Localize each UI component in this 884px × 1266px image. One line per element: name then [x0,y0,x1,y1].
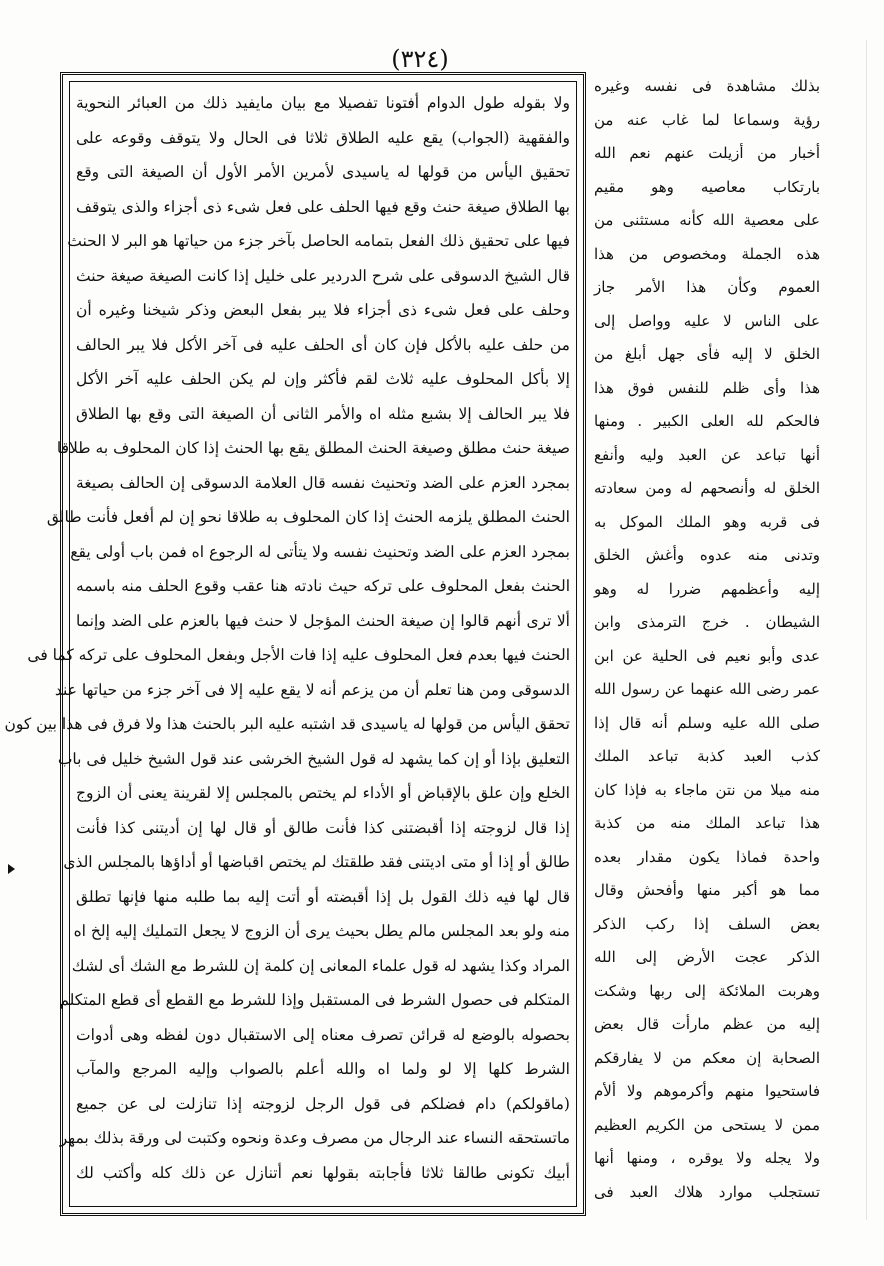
main-text-line: فلا يبر الحالف إلا بشبع مثله اه والأمر الثانى أن الصيغة التى وقع بها الطلاق [76,404,570,423]
main-text-line: من حلف عليه بالأكل فإن كان أى الحلف عليه فى آخر الأكل فلا يبر الحالف [76,335,570,354]
main-text-line: قال الشيخ الدسوقى على شرح الدردير على خليل إذا كانت الصيغة صيغة حنث [76,266,570,285]
main-text-line: الدسوقى ومن هنا تعلم أن من يزعم أنه لا يقع عليه إلا فى آخر جزء من حياتها عند [54,680,570,699]
main-text-line: والفقهية (الجواب) يقع عليه الطلاق ثلاثا فى الحال ولا يتوقف وقوعه على [76,128,570,147]
main-text-line: تحقق اليأس من قولها له ياسيدى قد اشتبه عليه البر بالحنث هذا ولا فرق فى هذا بين كون [4,715,570,733]
margin-text-line: عدى وأبو نعيم فى الحلية عن ابن [594,646,820,665]
main-text-line: صيغة حنث مطلق وصيغة الحنث المطلق يقع بها الحنث إذا كان المحلوف به طلاقا [56,439,570,457]
main-text-line: بحصوله بالوضع له قرائن تصرف معناه إلى الاستقبال دون لفظه وهى أدوات [76,1025,570,1044]
main-text-line: الحنث المطلق يلزمه الحنث إذا كان المحلوف به طلاقا نحو إن لم أفعل فأنت طالق [46,508,570,526]
main-text-line: فيها على تحقيق ذلك الفعل بتمامه الحاصل بآخر جزء من حياتها هو البر لا الحنث [67,232,570,250]
margin-text-line: العموم وكأن هذا الأمر جاز [594,278,820,296]
main-text-line: الحنث فيها بعدم فعل المحلوف عليه إذا فات الأجل وبفعل المحلوف على تركه كما فى [27,646,570,664]
main-text-line: بمجرد العزم على الضد وتحنيث نفسه ولا يتأتى له الرجوع اه فمن باب أولى يقع [70,542,570,561]
margin-text-line: إليه وأعظمهم ضررا له وهو [594,579,820,598]
margin-commentary-block [594,70,820,1230]
main-text-line: طالق أو إذا أو متى اديتنى فقد طلقتك لم يختص اقباضها أو أداؤها بالمجلس الذى [63,853,570,871]
margin-text-line: هذه الجملة ومخصوص من هذا [594,244,820,263]
main-text-line: إلا بأكل المحلوف عليه ثلاث لقم فأكثر وإن لم يكن الحلف عليه آخر الأكل [76,370,570,388]
margin-text-line: وهربت الملائكة إلى ربها وشكت [594,981,820,1000]
margin-text-line: فى قربه وهو الملك الموكل به [594,512,820,531]
page-edge-line [866,40,867,1220]
margin-text-line: ممن لا يستحى من الكريم العظيم [594,1115,820,1134]
margin-text-line: الذكر عجت الأرض إلى الله [594,948,820,966]
margin-text-line: فاستحيوا منهم وأكرموهم ولا ألأم [594,1082,820,1100]
margin-text-line: كذب العبد كذبة تباعد الملك [594,747,820,765]
main-text-line: (ماقولكم) دام فضلكم فى قول الرجل لزوجته إذا تنازلت لى عن جميع [76,1094,570,1113]
main-text-line: وحلف على فعل شىء ذى أجزاء فلا يبر بفعل البعض وذكر شيخنا وغيره أن [76,301,570,319]
main-text-line: أبيك تكونى طالقا ثلاثا فأجابته بقولها نعم أتنازل عن ذلك كله وأكتب لك [76,1163,570,1182]
margin-text-line: عمر رضى الله عنهما عن رسول الله [594,680,820,698]
margin-text-line: الصحابة إن معكم من لا يفارقكم [594,1048,820,1067]
margin-text-line: مما هو أكبر منها وأفحش وقال [594,881,820,899]
margin-text-line: الخلق لا إليه فأى جهل أبلغ من [594,345,820,363]
margin-text-line: أنها تباعد عن العبد وليه وأنفع [594,445,820,464]
margin-text-line: الشيطان . خرج الترمذى وابن [594,613,820,631]
main-text-line: بها الطلاق صيغة حنث وقع فيها الحلف على فعل شىء ذى أجزاء والذى يتوقف [76,197,570,216]
margin-text-line: على معصية الله كأنه مستثنى من [594,211,820,229]
margin-text-line: على الناس لا عليه وواصل إلى [594,311,820,330]
margin-text-line: إليه من عظم مارأت قال بعض [594,1015,820,1033]
margin-text-line: هذا تباعد الملك منه من كذبة [594,814,820,832]
main-text-line: الخلع وإن علق بالإقباض أو الأداء لم يختص بالمجلس إلا لقرينة يعنى أن الزوج [76,784,570,802]
margin-text-line: رؤية وسماعا لما غاب عنه من [594,110,820,129]
margin-text-line: ولا يجله ولا يوقره ، ومنها أنها [594,1149,820,1167]
margin-text-line: بذلك مشاهدة فى نفسه وغيره [594,77,820,95]
margin-text-line: هذا وأى ظلم للنفس فوق هذا [594,378,820,397]
margin-text-line: فالحكم لله العلى الكبير . ومنها [594,412,820,430]
margin-text-line: أخبار من أزيلت عنهم نعم الله [594,144,820,162]
main-text-line: ألا ترى أنهم قالوا إن صيغة الحنث المؤجل لا حنث فيها بالعزم على الضد وإنما [76,611,570,630]
margin-text-line: بارتكاب معاصيه وهو مقيم [594,177,820,196]
margin-text-line: تستجلب موارد هلاك العبد فى [594,1182,820,1201]
margin-text-line: واحدة فماذا يكون مقدار بعده [594,847,820,866]
margin-text-line: الخلق له وأنصحهم له ومن سعادته [594,479,820,497]
margin-text-line: بعض السلف إذا ركب الذكر [594,914,820,933]
margin-text-line: وتدنى منه عدوه وأغش الخلق [594,546,820,564]
main-text-line: ماتستحقه النساء عند الرجال من مصرف وعدة ونحوه وكتبت لى ورقة بذلك بمهر [59,1129,570,1147]
main-text-line: الحنث بفعل المحلوف على تركه حيث نادته هنا عقب وقوع الحلف منه باسمه [76,577,570,595]
main-text-line: تحقيق اليأس من قولها له ياسيدى لأمرين الأمر الأول أن الصيغة التى وقع [76,163,570,181]
margin-text-line: منه ميلا من نتن ماجاء به فإذا كان [594,780,820,799]
main-text-line: الشرط كلها إلا لو ولما اه والله أعلم بالصواب وإليه المرجع والمآب [76,1060,570,1078]
main-text-line: بمجرد العزم على الضد وتحنيث نفسه قال العلامة الدسوقى إن الحالف بصيغة [76,473,570,492]
main-text-line: إذا قال لزوجته إذا أقبضتنى كذا فأنت طالق أو قال لها إن أديتنى كذا فأنت [76,818,570,837]
main-text-block [4,86,570,1204]
main-text-line: ولا بقوله طول الدوام أفتونا تفصيلا مع بيان مايفيد ذلك من العبائر النحوية [76,94,570,112]
main-text-line: منه ولو بعد المجلس مالم يطل بحيث يرى أن الزوج لا يجعل التمليك إليه إلخ اه [73,922,570,940]
main-text-line: المتكلم فى حصول الشرط فى المستقبل وإذا للشرط مع القطع أى قطع المتكلم [59,991,570,1009]
main-text-line: قال لها فيه ذلك القول بل إذا أقبضته أو أتت إليه بما طلبه منها فإنها تطلق [76,887,570,906]
margin-text-line: صلى الله عليه وسلم أنه قال إذا [594,713,820,732]
main-text-line: المراد وكذا يشهد له قول علماء المعانى إن كلمة إن للشرط مع الشك أى لشك [71,956,570,975]
margin-arrow-icon [8,864,15,874]
main-text-line: التعليق بإذا أو إن كما يشهد له قول الشيخ الخرشى عند قول الشيخ خليل فى باب [57,749,570,768]
page-number: (٣٢٤) [391,45,449,73]
